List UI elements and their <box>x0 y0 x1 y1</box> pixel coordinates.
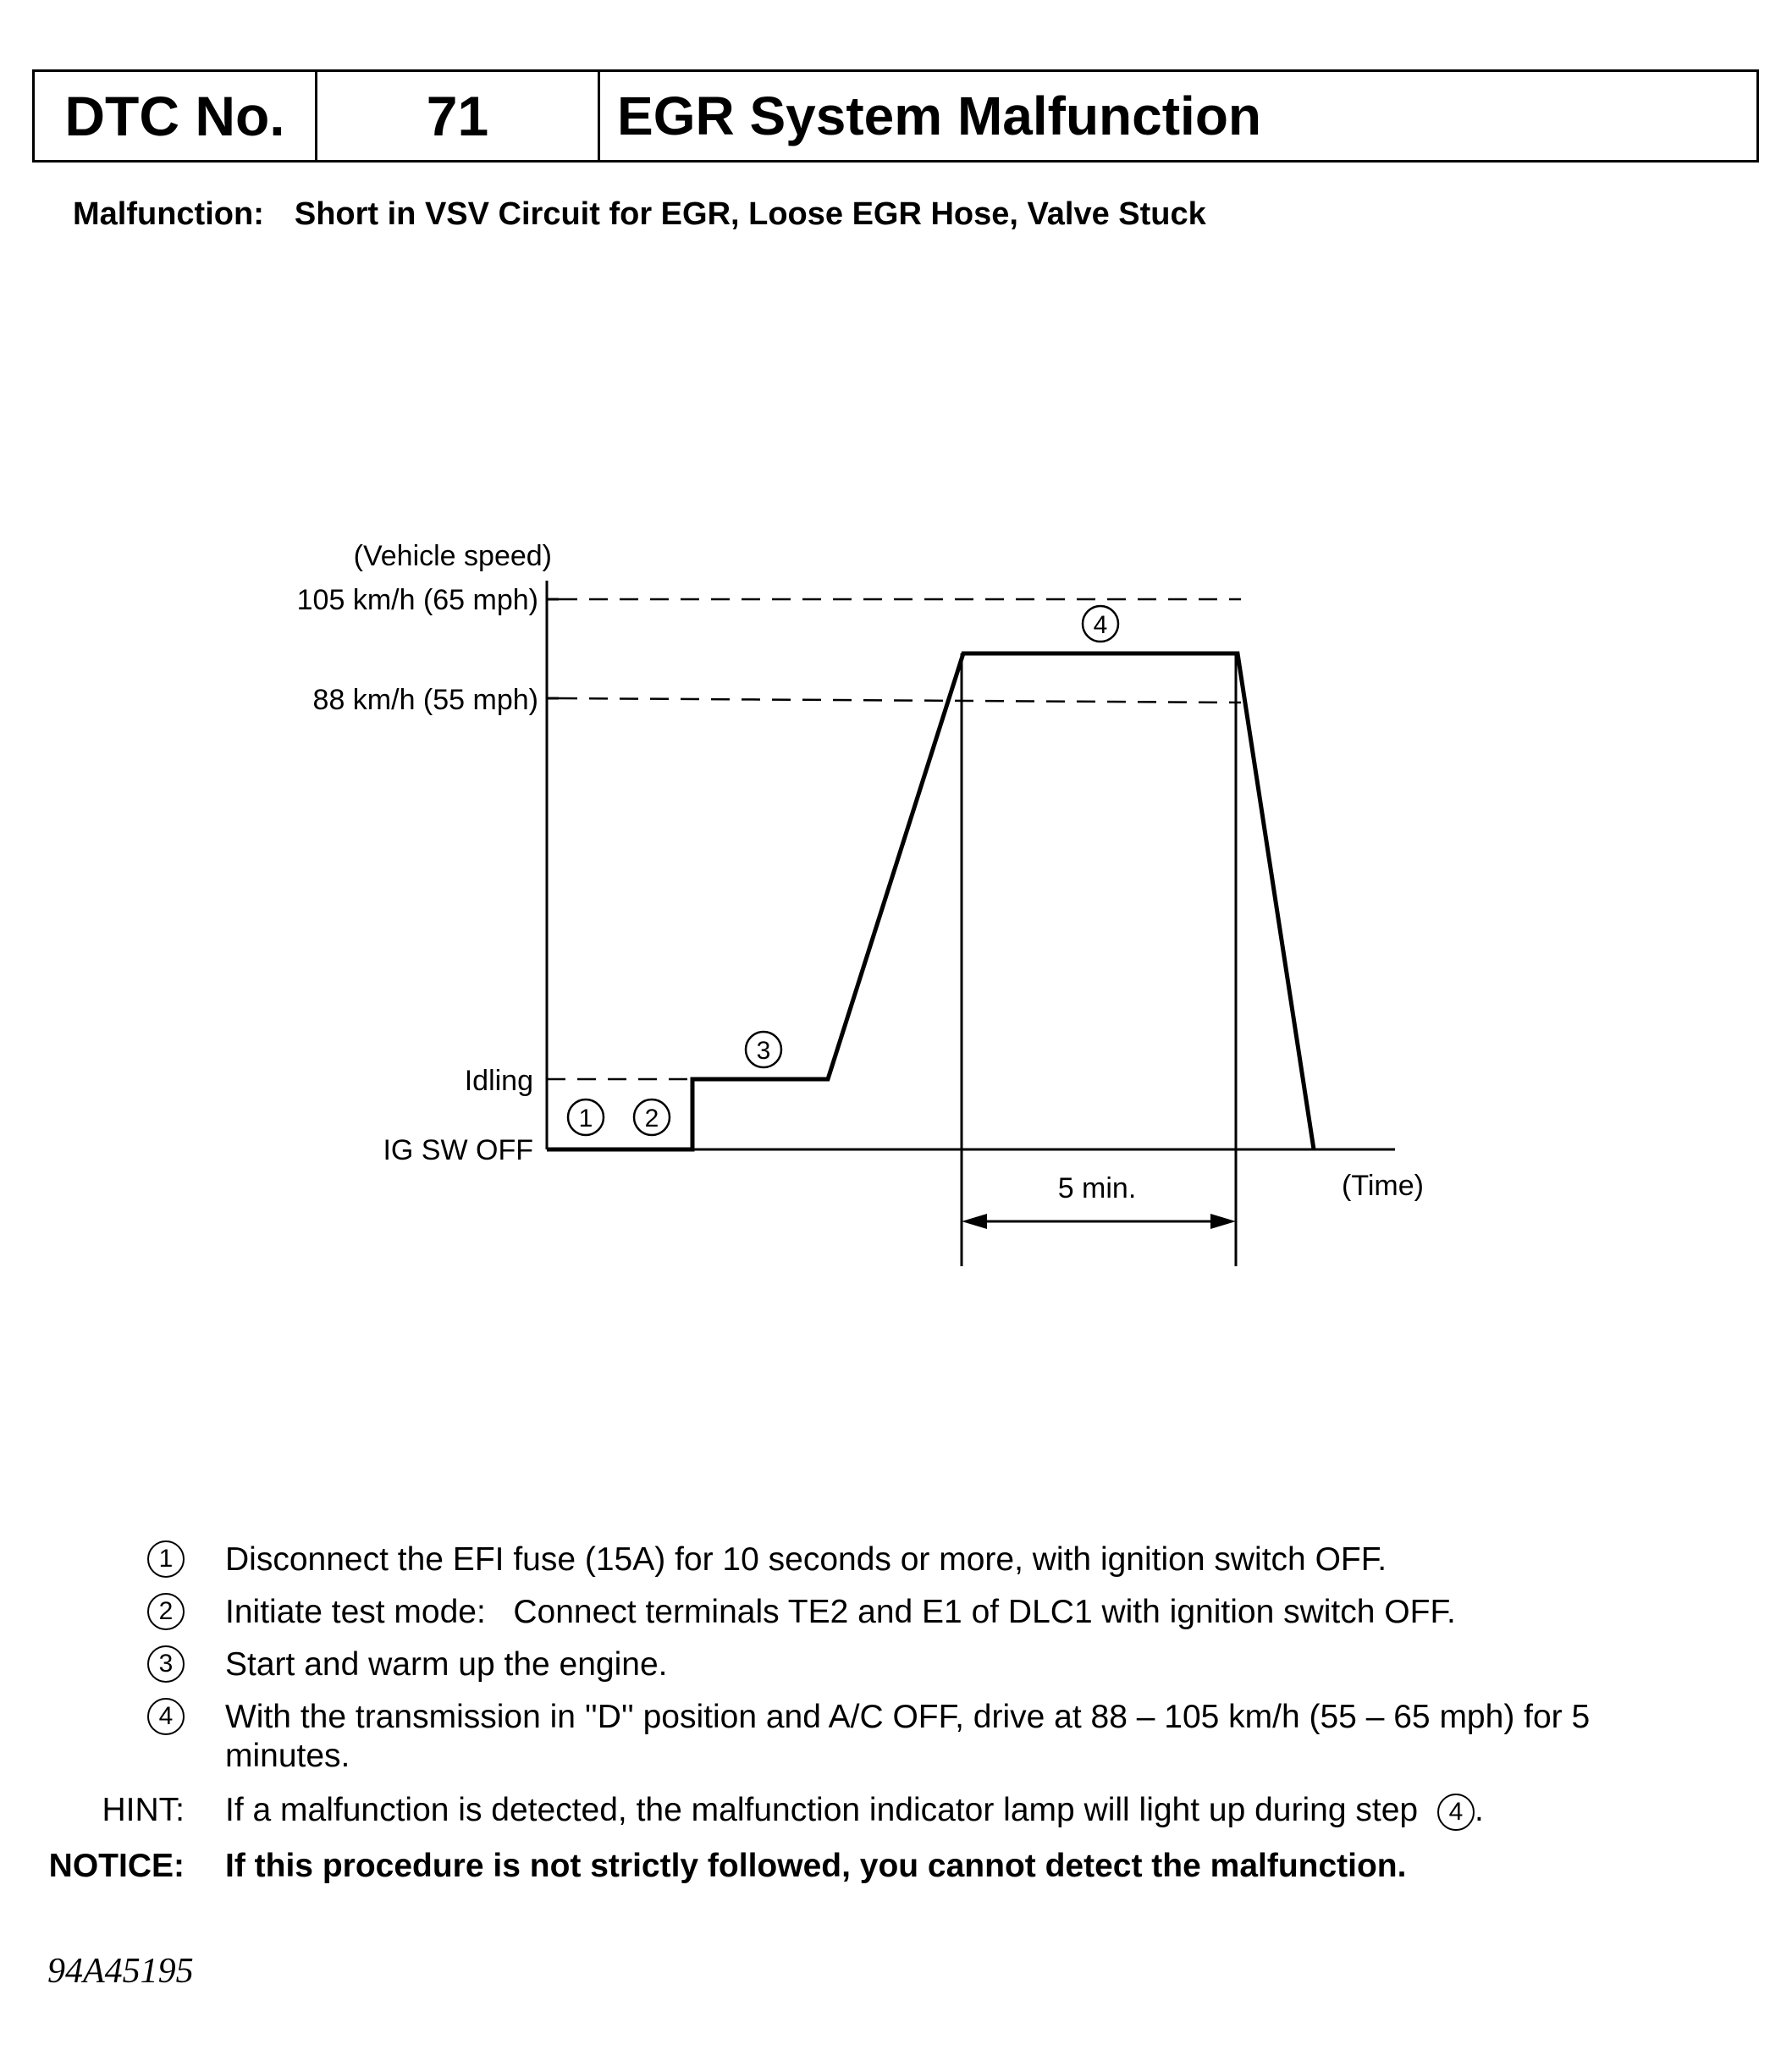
notice-text: If this procedure is not strictly followed, you cannot detect the malfunction. <box>225 1848 1407 1884</box>
step-1-text: Disconnect the EFI fuse (15A) for 10 seconds or more, with ignition switch OFF. <box>225 1541 1387 1578</box>
step-marker-3-text: 3 <box>756 1037 771 1065</box>
hint-label: HINT: <box>102 1792 185 1828</box>
step-1-number: 1 <box>147 1540 185 1578</box>
step-marker-1-text: 1 <box>578 1105 593 1132</box>
malfunction-label: Malfunction: <box>73 196 264 232</box>
y-label-105: 105 km/h (65 mph) <box>296 584 538 616</box>
hint-text: If a malfunction is detected, the malfunction indicator lamp will light up during step <box>225 1792 1419 1828</box>
arrow-right-head <box>1210 1214 1236 1229</box>
hint-row <box>0 1791 1707 1831</box>
step-3 <box>0 1645 1707 1684</box>
step-1 <box>0 1540 1707 1579</box>
x-axis-title: (Time) <box>1342 1170 1424 1202</box>
step-2-text: Initiate test mode: Connect terminals TE2 and E1 of DLC1 with ignition switch OFF. <box>225 1594 1456 1630</box>
y-label-ig-sw-off: IG SW OFF <box>383 1134 533 1166</box>
step-2 <box>0 1593 1707 1632</box>
y-label-88: 88 km/h (55 mph) <box>312 684 538 716</box>
document-id: 94A45195 <box>47 1952 194 1991</box>
dtc-label-cell: DTC No. <box>35 72 317 160</box>
step-marker-3 <box>746 1032 781 1067</box>
step-marker-1 <box>568 1099 604 1135</box>
hint-period: . <box>1474 1792 1484 1828</box>
duration-label: 5 min. <box>1057 1172 1137 1204</box>
step-3-number: 3 <box>147 1645 185 1683</box>
step-4-number: 4 <box>147 1698 185 1735</box>
malfunction-text: Short in VSV Circuit for EGR, Loose EGR Hose, Valve Stuck <box>294 196 1206 232</box>
dtc-number-cell: 71 <box>317 72 600 160</box>
speed-profile-line <box>547 653 1314 1149</box>
notice-row <box>0 1847 1707 1886</box>
notice-label: NOTICE: <box>48 1848 185 1884</box>
y-axis-title: (Vehicle speed) <box>353 540 552 572</box>
step-4-text: With the transmission in ''D'' position and A/C OFF, drive at 88 – 105 km/h (55 – 65 mph) for 5 minutes. <box>225 1699 1591 1774</box>
step-2-number: 2 <box>147 1593 185 1630</box>
step-marker-2-text: 2 <box>644 1105 659 1132</box>
step-marker-4-text: 4 <box>1093 611 1108 639</box>
ref-line-88 <box>559 698 1241 703</box>
step-marker-4 <box>1083 606 1118 642</box>
hint-step-ref: 4 <box>1437 1794 1475 1831</box>
step-4 <box>0 1698 1707 1776</box>
arrow-left-head <box>962 1214 987 1229</box>
y-label-idling: Idling <box>464 1065 533 1097</box>
step-marker-2 <box>634 1099 670 1135</box>
dtc-title-cell: EGR System Malfunction <box>617 85 1261 146</box>
step-3-text: Start and warm up the engine. <box>225 1646 668 1683</box>
